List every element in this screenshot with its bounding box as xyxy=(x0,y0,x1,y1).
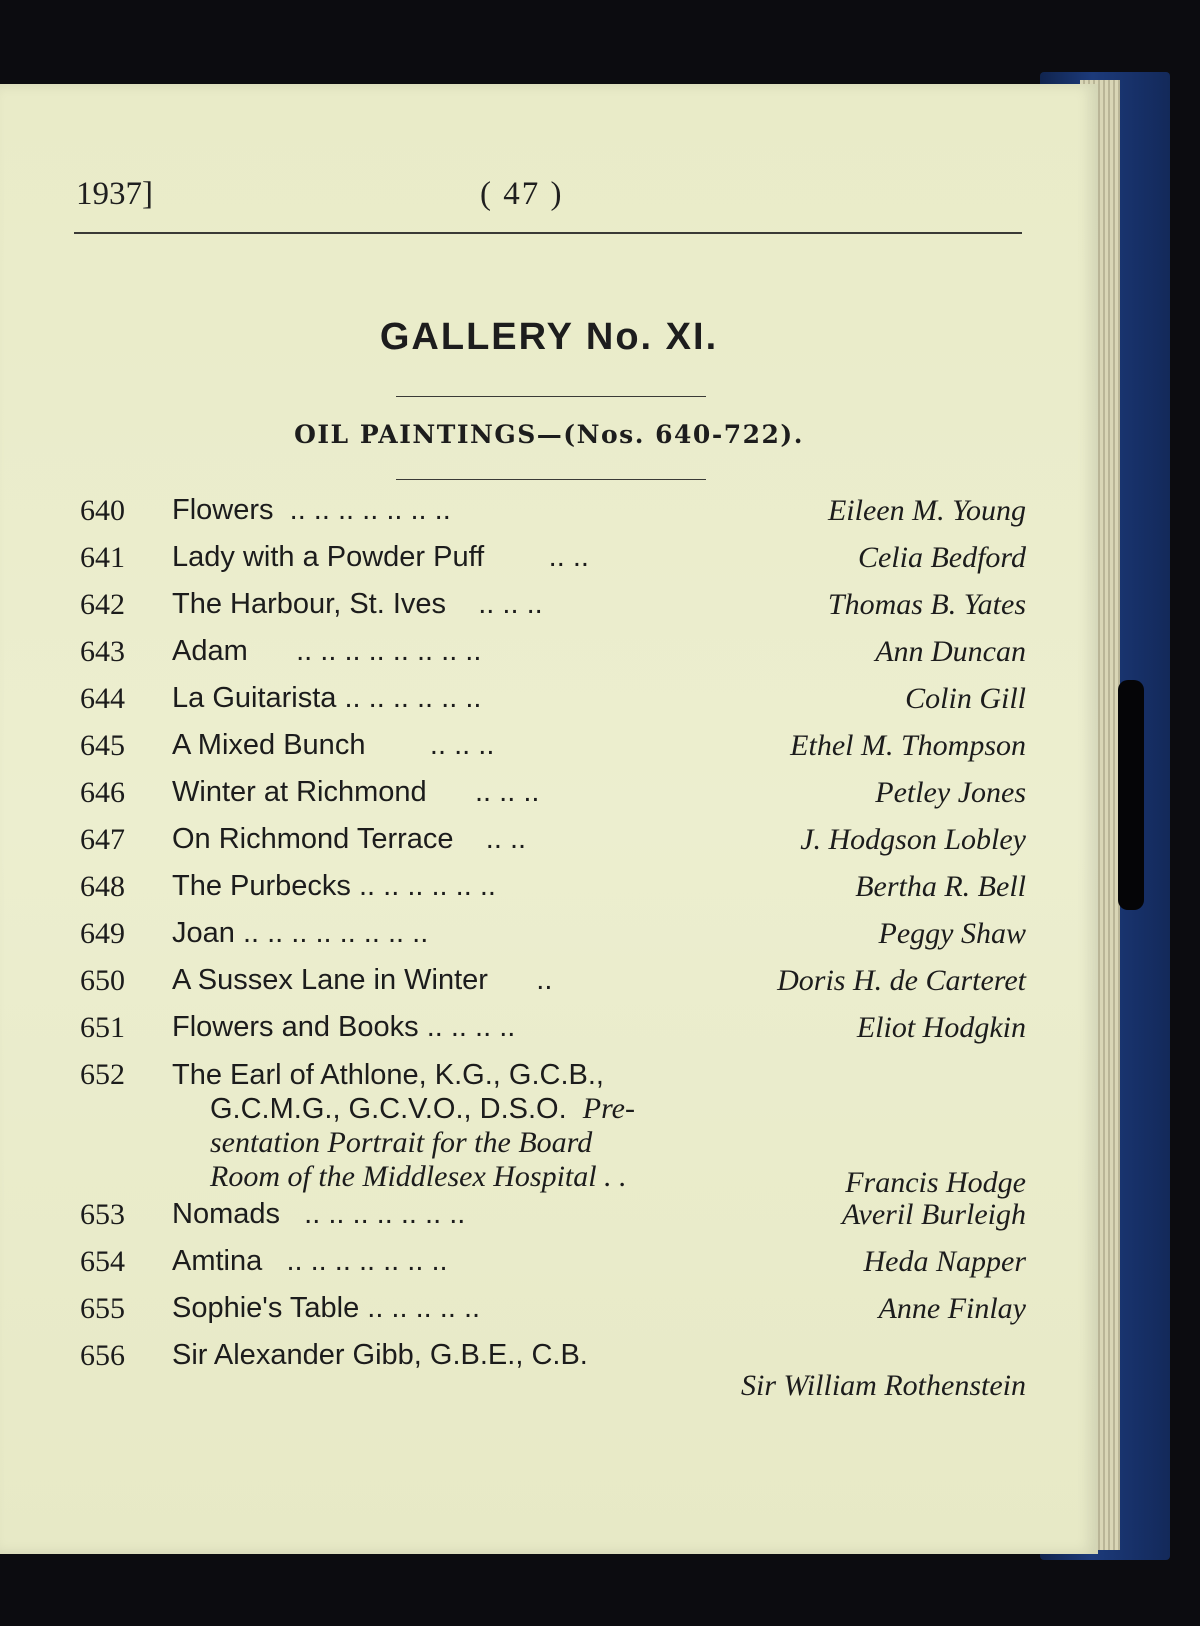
list-item xyxy=(0,729,1098,776)
entry-title-line-3: sentation Portrait for the Board xyxy=(210,1126,593,1159)
entry-number: 650 xyxy=(80,964,125,997)
entry-title: A Sussex Lane in Winter .. xyxy=(172,964,553,996)
gallery-title: GALLERY No. XI. xyxy=(379,316,719,358)
running-head-year: 1937] xyxy=(76,176,153,212)
entry-title: Sophie's Table .. .. .. .. .. xyxy=(172,1292,481,1324)
entry-artist: Ann Duncan xyxy=(875,635,1026,668)
entry-title: Amtina .. .. .. .. .. .. .. xyxy=(172,1245,448,1277)
entry-artist: Doris H. de Carteret xyxy=(777,964,1026,997)
list-item xyxy=(0,823,1098,870)
entry-number: 649 xyxy=(80,917,125,950)
entry-artist: Petley Jones xyxy=(875,776,1026,809)
entry-number: 640 xyxy=(80,494,125,527)
list-item xyxy=(0,541,1098,588)
entry-artist: J. Hodgson Lobley xyxy=(800,823,1026,856)
entry-artist: Sir William Rothenstein xyxy=(741,1369,1026,1402)
list-item xyxy=(0,1292,1098,1339)
entry-title: Joan .. .. .. .. .. .. .. .. xyxy=(172,917,429,949)
catalogue-page xyxy=(0,84,1098,1554)
list-item xyxy=(0,964,1098,1011)
list-item xyxy=(0,635,1098,682)
entry-number: 653 xyxy=(80,1198,125,1231)
list-item xyxy=(0,1245,1098,1292)
list-item xyxy=(0,870,1098,917)
entry-title: Flowers and Books .. .. .. .. xyxy=(172,1011,516,1043)
entry-title-line-4: Room of the Middlesex Hospital . . xyxy=(210,1160,627,1193)
entry-artist: Eileen M. Young xyxy=(827,494,1026,527)
entry-number: 652 xyxy=(80,1058,125,1091)
entry-title: A Mixed Bunch .. .. .. xyxy=(172,729,495,761)
list-item xyxy=(0,494,1098,541)
entry-title: The Harbour, St. Ives .. .. .. xyxy=(172,588,543,620)
entry-title: Lady with a Powder Puff .. .. xyxy=(172,541,589,573)
entry-artist: Averil Burleigh xyxy=(841,1198,1026,1231)
entry-title: Winter at Richmond .. .. .. xyxy=(172,776,540,808)
entry-title-multiline xyxy=(172,1058,732,1194)
list-item xyxy=(0,776,1098,823)
page-number: ( 47 ) xyxy=(480,176,564,212)
entry-title: Flowers .. .. .. .. .. .. .. xyxy=(172,494,451,526)
entry-number: 655 xyxy=(80,1292,125,1325)
entry-title: Sir Alexander Gibb, G.B.E., C.B. xyxy=(172,1339,588,1371)
list-item xyxy=(0,1011,1098,1058)
running-head xyxy=(0,176,1098,216)
entry-title: Nomads .. .. .. .. .. .. .. xyxy=(172,1198,466,1230)
entry-title: La Guitarista .. .. .. .. .. .. xyxy=(172,682,482,714)
entry-artist: Celia Bedford xyxy=(857,541,1026,574)
entry-artist: Heda Napper xyxy=(863,1245,1026,1278)
entry-number: 654 xyxy=(80,1245,125,1278)
entry-number: 644 xyxy=(80,682,125,715)
list-item-652 xyxy=(0,1058,1098,1198)
entry-artist: Francis Hodge xyxy=(845,1166,1026,1199)
entry-number: 647 xyxy=(80,823,125,856)
entry-artist: Ethel M. Thompson xyxy=(790,729,1026,762)
entry-title-line-1: The Earl of Athlone, K.G., G.C.B., xyxy=(172,1059,604,1091)
entry-number: 642 xyxy=(80,588,125,621)
page-tab xyxy=(1118,680,1144,910)
entry-artist: Eliot Hodgkin xyxy=(856,1011,1026,1044)
entry-number: 648 xyxy=(80,870,125,903)
entry-number: 645 xyxy=(80,729,125,762)
entry-artist: Peggy Shaw xyxy=(878,917,1026,950)
entry-artist: Anne Finlay xyxy=(878,1292,1026,1325)
entry-title: On Richmond Terrace .. .. xyxy=(172,823,527,855)
entry-number: 646 xyxy=(80,776,125,809)
entry-title: Adam .. .. .. .. .. .. .. .. xyxy=(172,635,482,667)
list-item xyxy=(0,682,1098,729)
list-item-656 xyxy=(0,1339,1098,1402)
list-item xyxy=(0,1198,1098,1245)
entry-number: 641 xyxy=(80,541,125,574)
header-rule xyxy=(74,232,1022,234)
entry-title: The Purbecks .. .. .. .. .. .. xyxy=(172,870,496,902)
entry-title-line-2: G.C.M.G., G.C.V.O., D.S.O. Pre- xyxy=(210,1092,635,1125)
entry-artist: Colin Gill xyxy=(905,682,1026,715)
entries-list xyxy=(0,494,1098,1402)
title-rule-upper xyxy=(396,396,706,397)
list-item xyxy=(0,588,1098,635)
entry-artist: Bertha R. Bell xyxy=(855,870,1026,903)
entry-artist: Thomas B. Yates xyxy=(827,588,1026,621)
list-item xyxy=(0,917,1098,964)
entry-number: 643 xyxy=(80,635,125,668)
entry-number: 651 xyxy=(80,1011,125,1044)
title-rule-lower xyxy=(396,479,706,480)
entry-number: 656 xyxy=(80,1339,125,1372)
section-title: OIL PAINTINGS—(Nos. 640-722). xyxy=(294,420,804,449)
